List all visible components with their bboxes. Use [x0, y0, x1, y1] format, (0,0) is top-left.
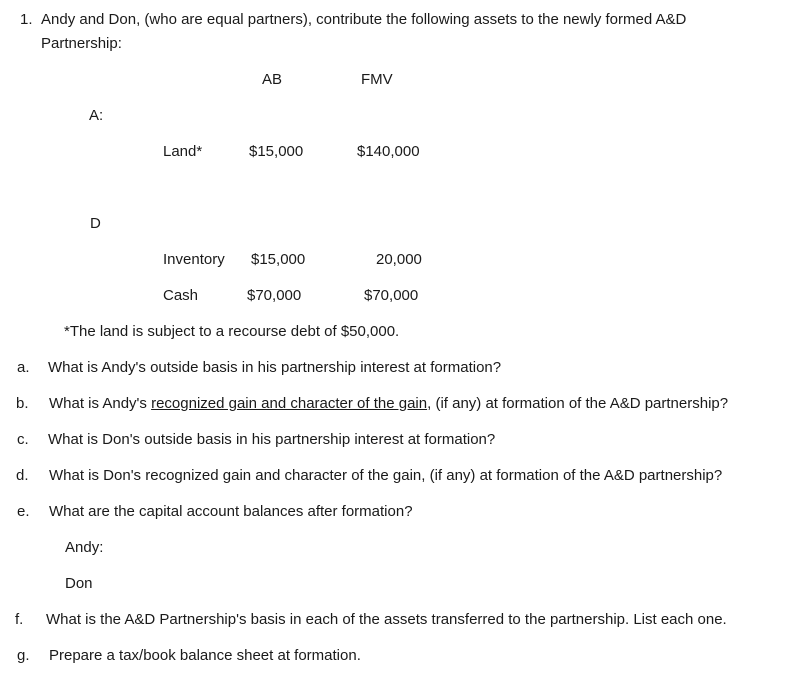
question-text-line2: Partnership: [41, 35, 122, 52]
asset-inventory-ab: $15,000 [251, 251, 306, 268]
subquestion-g-letter: g. [17, 647, 30, 664]
partner-d-label: D [90, 215, 101, 232]
asset-inventory-fmv: 20,000 [376, 251, 422, 268]
land-footnote: *The land is subject to a recourse debt of $50,000. [64, 323, 400, 340]
column-header-fmv: FMV [361, 71, 393, 88]
column-header-ab: AB [262, 71, 283, 88]
question-text-line1: Andy and Don, (who are equal partners), contribute the following assets to the newly formed A&D [41, 11, 687, 28]
subquestion-c-letter: c. [17, 431, 29, 448]
subquestion-a-text: What is Andy's outside basis in his partnership interest at formation? [48, 359, 502, 376]
partner-a-label: A: [89, 107, 104, 124]
subquestion-b-text-post: , (if any) at formation of the A&D partnership? [427, 395, 729, 412]
subquestion-b-letter: b. [16, 395, 29, 412]
capital-account-don-label: Don [65, 575, 93, 592]
subquestion-c-text: What is Don's outside basis in his partnership interest at formation? [48, 431, 496, 448]
asset-inventory-label: Inventory [163, 251, 225, 268]
subquestion-e-letter: e. [17, 503, 30, 520]
asset-cash-label: Cash [163, 287, 199, 304]
subquestion-d-text: What is Don's recognized gain and character of the gain, (if any) at formation of the A&D partnership? [49, 467, 723, 484]
subquestion-f-text: What is the A&D Partnership's basis in each of the assets transferred to the partnership. List each one. [46, 611, 727, 628]
subquestion-b-text-pre: What is Andy's [49, 395, 152, 412]
subquestion-e-text: What are the capital account balances after formation? [49, 503, 413, 520]
question-number: 1. [20, 11, 33, 28]
subquestion-a-letter: a. [17, 359, 30, 376]
subquestion-g-text: Prepare a tax/book balance sheet at formation. [49, 647, 361, 664]
capital-account-andy-label: Andy: [65, 539, 104, 556]
subquestion-b-underlined-phrase: recognized gain and character of the gain [151, 395, 428, 412]
asset-cash-ab: $70,000 [247, 287, 302, 304]
asset-land-ab: $15,000 [249, 143, 304, 160]
subquestion-f-letter: f. [15, 611, 24, 628]
asset-land-fmv: $140,000 [357, 143, 420, 160]
asset-cash-fmv: $70,000 [364, 287, 419, 304]
asset-land-label: Land* [163, 143, 203, 160]
subquestion-d-letter: d. [16, 467, 29, 484]
subquestion-b-text [49, 395, 728, 413]
